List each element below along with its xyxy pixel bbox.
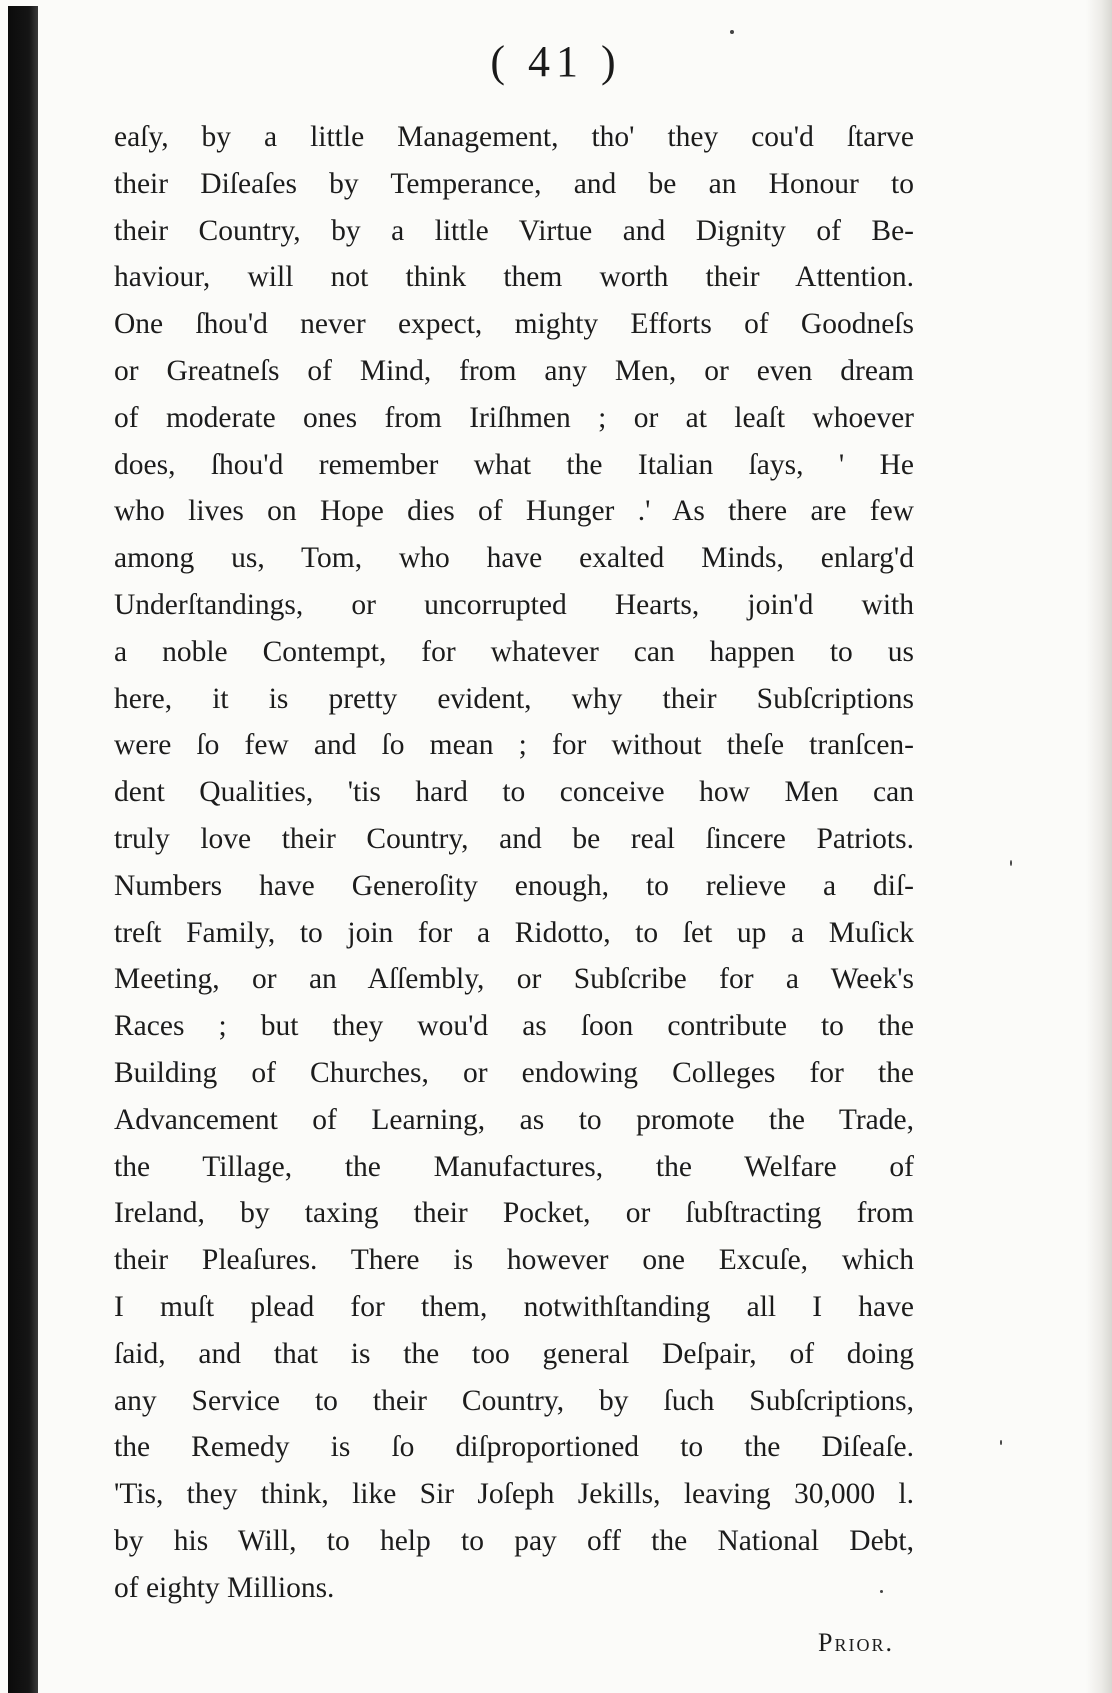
text-line: One ſhou'd never expect, mighty Efforts of Goodneſs [114,308,914,341]
text-line: any Service to their Country, by ſuch Subſcriptions, [114,1384,914,1417]
text-line: the Tillage, the Manufactures, the Welfare of [114,1150,914,1183]
text-line: eaſy, by a little Management, tho' they cou'd ſtarve [114,121,914,153]
text-line: among us, Tom, who have exalted Minds, enlarg'd [114,542,914,575]
text-line: of eighty Millions. [114,1571,335,1604]
text-line: their Diſeaſes by Temperance, and be an Honour to [114,167,914,200]
text-line: Advancement of Learning, as to promote the Trade, [114,1103,914,1136]
body-text [114,114,914,1612]
ink-speck [1000,1440,1002,1445]
catchword: Prior. [818,1628,894,1657]
text-line: does, ſhou'd remember what the Italian ſays, ' He [114,448,914,481]
text-line: Numbers have Generoſity enough, to relieve a diſ- [114,869,914,902]
binding-edge-shadow [8,6,38,1693]
text-line: who lives on Hope dies of Hunger .' As there are few [114,495,914,528]
page-number: ( 41 ) [490,37,622,86]
page-edge-shadow [1086,0,1112,1693]
text-line: their Country, by a little Virtue and Dignity of Be- [114,214,914,247]
text-line: Ireland, by taxing their Pocket, or ſubſtracting from [114,1197,914,1230]
ink-speck [730,30,734,34]
text-line: or Greatneſs of Mind, from any Men, or even dream [114,354,914,387]
text-line: here, it is pretty evident, why their Subſcriptions [114,682,914,715]
text-line: Meeting, or an Aſſembly, or Subſcribe for a Week's [114,963,914,996]
text-line: I muſt plead for them, notwithſtanding all I have [114,1290,914,1323]
text-line: by his Will, to help to pay off the National Debt, [114,1524,914,1557]
text-line: of moderate ones from Iriſhmen ; or at leaſt whoever [114,401,914,434]
ink-speck [880,1590,883,1593]
text-line: treſt Family, to join for a Ridotto, to ſet up a Muſick [114,916,914,949]
text-line: their Pleaſures. There is however one Excuſe, which [114,1244,914,1277]
text-line: 'Tis, they think, like Sir Joſeph Jekills, leaving 30,000 l. [114,1478,914,1511]
text-line: the Remedy is ſo diſproportioned to the Diſeaſe. [114,1431,914,1464]
ink-speck [1010,860,1012,866]
text-line: ſaid, and that is the too general Deſpair, of doing [114,1337,914,1370]
text-line: dent Qualities, 'tis hard to conceive how Men can [114,776,914,809]
text-line: haviour, will not think them worth their Attention. [114,261,914,294]
text-line: a noble Contempt, for whatever can happen to us [114,635,914,668]
text-line: truly love their Country, and be real ſincere Patriots. [114,822,914,855]
text-line: were ſo few and ſo mean ; for without theſe tranſcen- [114,729,914,762]
text-line: Underſtandings, or uncorrupted Hearts, join'd with [114,588,914,621]
text-line: Races ; but they wou'd as ſoon contribute to the [114,1010,914,1043]
text-line: Building of Churches, or endowing Colleges for the [114,1056,914,1089]
